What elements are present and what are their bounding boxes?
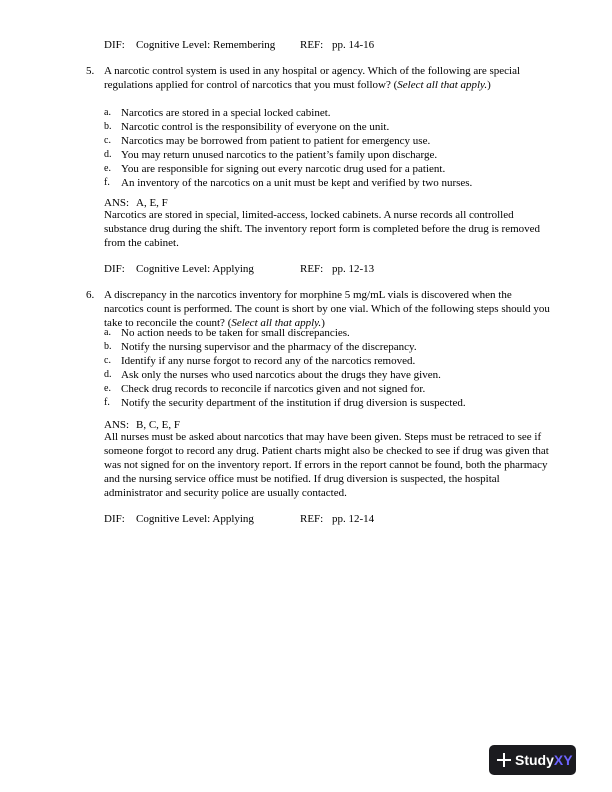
option-text: Narcotics are stored in a special locked cabinet. <box>121 107 331 119</box>
option-letter: e. <box>104 383 111 394</box>
option-letter: b. <box>104 341 112 352</box>
option-item <box>104 148 554 162</box>
dif-label: DIF: <box>104 263 125 275</box>
question-number: 6. <box>86 289 95 301</box>
dif-value: Cognitive Level: Remembering <box>136 39 276 51</box>
brand-logo-text <box>515 745 573 775</box>
option-letter: a. <box>104 107 111 118</box>
rationale: Narcotics are stored in special, limited-access, locked cabinets. A nurse records all controlled substance drug during the shift. The inventory report form is completed before the drug is removed from the cabinet. <box>104 209 541 249</box>
ref-label: REF: <box>300 263 324 275</box>
answer-label: ANS: <box>104 197 130 209</box>
ref-value: pp. 12-14 <box>332 513 375 525</box>
answer-label: ANS: <box>104 419 130 431</box>
question-stem-text: A discrepancy in the narcotics inventory for morphine 5 mg/mL vials is discovered when the narcotics count is performed. The count is short by one vial. Which of the following steps should you take to reconcile the count? ( <box>104 289 550 329</box>
option-item <box>104 340 554 354</box>
option-text: Check drug records to reconcile if narcotics given and not signed for. <box>121 383 426 395</box>
dif-value: Cognitive Level: Applying <box>136 513 254 525</box>
option-letter: a. <box>104 327 111 338</box>
option-text: Notify the security department of the institution if drug diversion is suspected. <box>121 397 466 409</box>
option-letter: e. <box>104 163 111 174</box>
option-letter: c. <box>104 135 111 146</box>
plus-icon <box>497 753 511 767</box>
dif-label: DIF: <box>104 513 125 525</box>
brand-accent: XY <box>553 752 573 768</box>
ref-value: pp. 14-16 <box>332 39 375 51</box>
question-stem <box>104 64 554 92</box>
option-item <box>104 134 554 148</box>
dif-value: Cognitive Level: Applying <box>136 263 254 275</box>
option-text: Narcotics may be borrowed from patient to patient for emergency use. <box>121 135 431 147</box>
difficulty-line-top <box>104 38 374 52</box>
option-item <box>104 106 554 120</box>
options-list <box>104 326 554 410</box>
difficulty-line <box>104 262 374 276</box>
difficulty-line <box>104 512 374 526</box>
answer-value: B, C, E, F <box>136 419 181 431</box>
ref-value: pp. 12-13 <box>332 263 375 275</box>
question-stem-end: ) <box>487 79 491 91</box>
answer-value: A, E, F <box>136 197 168 209</box>
ref-label: REF: <box>300 513 324 525</box>
question-stem-end: ) <box>321 317 325 329</box>
question-stem-text: A narcotic control system is used in any hospital or agency. Which of the following are special regulations applied for control of narcotics that you must follow? ( <box>104 65 521 91</box>
option-item <box>104 396 554 410</box>
option-item <box>104 354 554 368</box>
option-letter: d. <box>104 149 112 160</box>
option-letter: f. <box>104 177 110 188</box>
question-stem-italic: Select all that apply. <box>397 79 488 91</box>
option-item <box>104 162 554 176</box>
option-text: Narcotic control is the responsibility of everyone on the unit. <box>121 121 390 133</box>
option-item <box>104 120 554 134</box>
dif-label: DIF: <box>104 39 125 51</box>
studyxy-badge[interactable] <box>489 745 576 775</box>
option-letter: f. <box>104 397 110 408</box>
option-item <box>104 176 554 190</box>
option-text: An inventory of the narcotics on a unit must be kept and verified by two nurses. <box>121 177 473 189</box>
option-text: Notify the nursing supervisor and the pharmacy of the discrepancy. <box>121 341 417 353</box>
brand-main: Study <box>515 752 554 768</box>
ref-label: REF: <box>300 39 324 51</box>
option-item <box>104 368 554 382</box>
rationale: All nurses must be asked about narcotics that may have been given. Steps must be retraced to see if someone forgot to record any drug. Patient charts might also be checked to see if drug was given that was not signed for on the inventory report. If errors in the report cannot be found, both the pharmacy and the nursing service office must be notified. If drug diversion is suspected, the hospital administrator and security police are usually contacted. <box>104 431 549 499</box>
question-number: 5. <box>86 65 95 77</box>
option-item <box>104 326 554 340</box>
option-letter: c. <box>104 355 111 366</box>
question-stem-italic: Select all that apply. <box>231 317 322 329</box>
option-letter: d. <box>104 369 112 380</box>
option-text: Ask only the nurses who used narcotics about the drugs they have given. <box>121 369 441 381</box>
option-text: No action needs to be taken for small discrepancies. <box>121 327 350 339</box>
options-list <box>104 106 554 190</box>
option-text: You are responsible for signing out every narcotic drug used for a patient. <box>121 163 446 175</box>
option-item <box>104 382 554 396</box>
option-text: Identify if any nurse forgot to record any of the narcotics removed. <box>121 355 416 367</box>
option-letter: b. <box>104 121 112 132</box>
option-text: You may return unused narcotics to the patient’s family upon discharge. <box>121 149 438 161</box>
question-stem <box>104 288 554 330</box>
